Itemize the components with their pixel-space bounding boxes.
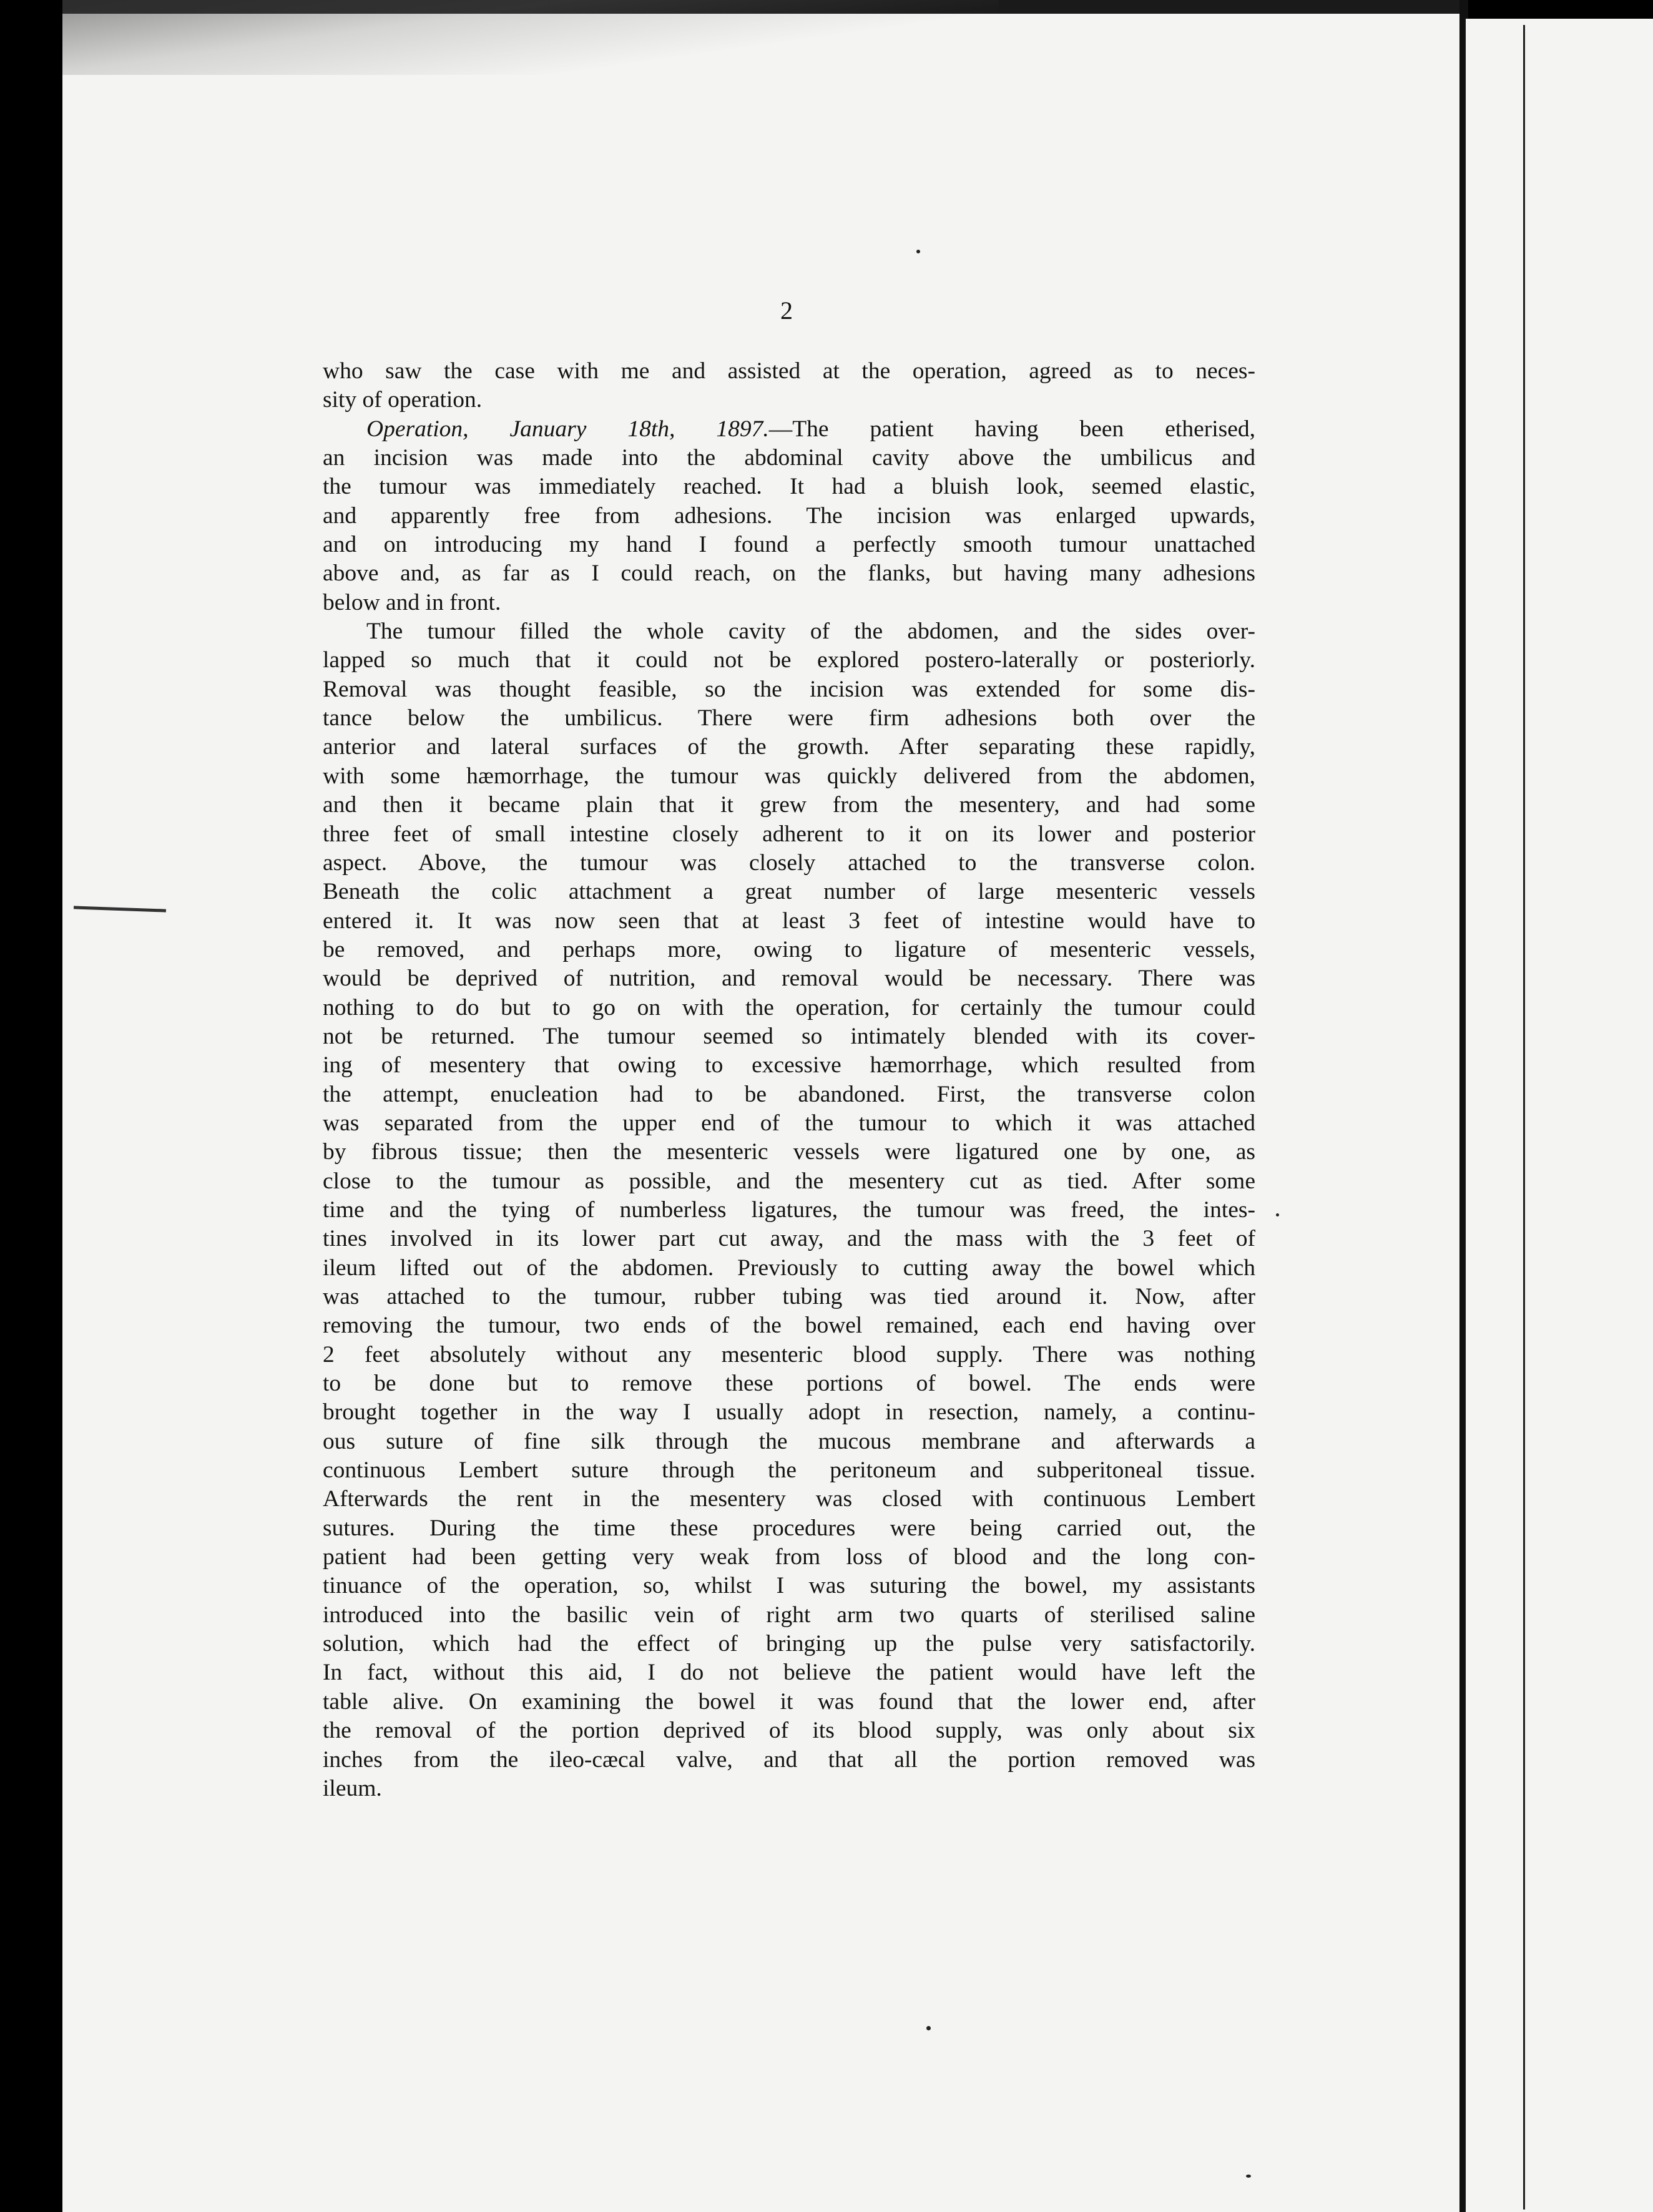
operation-heading: Operation, January 18th, 1897. [366,416,769,442]
text-line: Beneath the colic attachment a great number of large mesenteric vessels [323,879,1255,905]
text-line: three feet of small intestine closely adherent to it on its lower and posterior [323,821,1255,847]
facing-page-fold-line [1523,25,1525,2210]
text-line: table alive. On examining the bowel it was found that the lower end, after [323,1688,1255,1715]
text-line: sutures. During the time these procedures were being carried out, the [323,1515,1255,1541]
page-number: 2 [780,296,793,325]
text-line: and apparently free from adhesions. The incision was enlarged upwards, [323,502,1255,529]
text-line: brought together in the way I usually adopt in resection, namely, a continu- [323,1399,1255,1426]
text-line: above and, as far as I could reach, on the flanks, but having many adhesions [323,560,1255,587]
text-line: tines involved in its lower part cut away, and the mass with the 3 feet of [323,1226,1255,1252]
scan-speck [926,2026,931,2030]
text-line: inches from the ileo-cæcal valve, and that all the portion removed was [323,1746,1255,1773]
text-line: ing of mesentery that owing to excessive hæmorrhage, which resulted from [323,1052,1255,1079]
text-line: with some hæmorrhage, the tumour was quickly delivered from the abdomen, [323,763,1255,789]
scan-speck [916,250,920,253]
paragraph [323,415,1255,617]
text-line: Afterwards the rent in the mesentery was closed with continuous Lembert [323,1486,1255,1512]
text-line: and on introducing my hand I found a perfectly smooth tumour unattached [323,532,1255,558]
text-line: tinuance of the operation, so, whilst I was suturing the bowel, my assistants [323,1573,1255,1599]
text-line: the removal of the portion deprived of its blood supply, was only about six [323,1718,1255,1744]
text-line: below and in front. [323,589,501,615]
text-line: lapped so much that it could not be explored postero-laterally or posteriorly. [323,647,1255,673]
text-line: anterior and lateral surfaces of the growth. After separating these rapidly, [323,734,1255,760]
text-line [323,415,1255,444]
text-line: ileum. [323,1775,382,1801]
text-line: was separated from the upper end of the tumour to which it was attached [323,1110,1255,1136]
text-line: who saw the case with me and assisted at the operation, agreed as to neces- [323,358,1255,384]
text-line: removing the tumour, two ends of the bowel remained, each end having over [323,1313,1255,1339]
text-line: time and the tying of numberless ligatures, the tumour was freed, the intes- [323,1197,1255,1223]
paragraph [323,617,1255,1803]
text-line: tance below the umbilicus. There were firm adhesions both over the [323,705,1255,732]
text-line: aspect. Above, the tumour was closely attached to the transverse colon. [323,849,1255,876]
paragraph [323,357,1255,415]
text-line: to be done but to remove these portions of bowel. The ends were [323,1371,1255,1397]
text-line: ous suture of fine silk through the mucous membrane and afterwards a [323,1428,1255,1454]
text-line: would be deprived of nutrition, and removal would be necessary. There was [323,966,1255,992]
text-line: not be returned. The tumour seemed so intimately blended with its cover- [323,1023,1255,1049]
text-line-remainder: —The patient having been etherised, [768,416,1255,442]
text-line: patient had been getting very weak from loss of blood and the long con- [323,1544,1255,1570]
text-line: The tumour filled the whole cavity of the abdomen, and the sides over- [366,619,1255,645]
text-line: be removed, and perhaps more, owing to ligature of mesenteric vessels, [323,936,1255,962]
text-line: introduced into the basilic vein of right arm two quarts of sterilised saline [323,1602,1255,1628]
text-line: 2 feet absolutely without any mesenteric blood supply. There was nothing [323,1341,1255,1368]
scan-speck [1246,2175,1251,2178]
text-line: and then it became plain that it grew from the mesentery, and had some [323,792,1255,818]
text-line: solution, which had the effect of bringing up the pulse very satisfactorily. [323,1631,1255,1657]
text-line: ileum lifted out of the abdomen. Previously to cutting away the bowel which [323,1255,1255,1281]
text-line: close to the tumour as possible, and the mesentery cut as tied. After some [323,1168,1255,1194]
text-line: the attempt, enucleation had to be abandoned. First, the transverse colon [323,1081,1255,1107]
facing-page-edge [1466,19,1653,2212]
scan-speck [1276,1213,1279,1216]
text-line: Removal was thought feasible, so the incision was extended for some dis- [323,676,1255,702]
text-line: continuous Lembert suture through the peritoneum and subperitoneal tissue. [323,1457,1255,1484]
body-text [323,357,1255,1803]
text-line: was attached to the tumour, rubber tubing was tied around it. Now, after [323,1284,1255,1309]
text-line: entered it. It was now seen that at least 3 feet of intestine would have to [323,908,1255,934]
text-line: the tumour was immediately reached. It had a bluish look, seemed elastic, [323,474,1255,500]
text-line: nothing to do but to go on with the operation, for certainly the tumour could [323,994,1255,1020]
text-line: sity of operation. [323,387,483,413]
text-line: an incision was made into the abdominal cavity above the umbilicus and [323,445,1255,471]
text-line: by fibrous tissue; then the mesenteric vessels were ligatured one by one, as [323,1139,1255,1165]
text-line: In fact, without this aid, I do not believe the patient would have left the [323,1660,1255,1686]
